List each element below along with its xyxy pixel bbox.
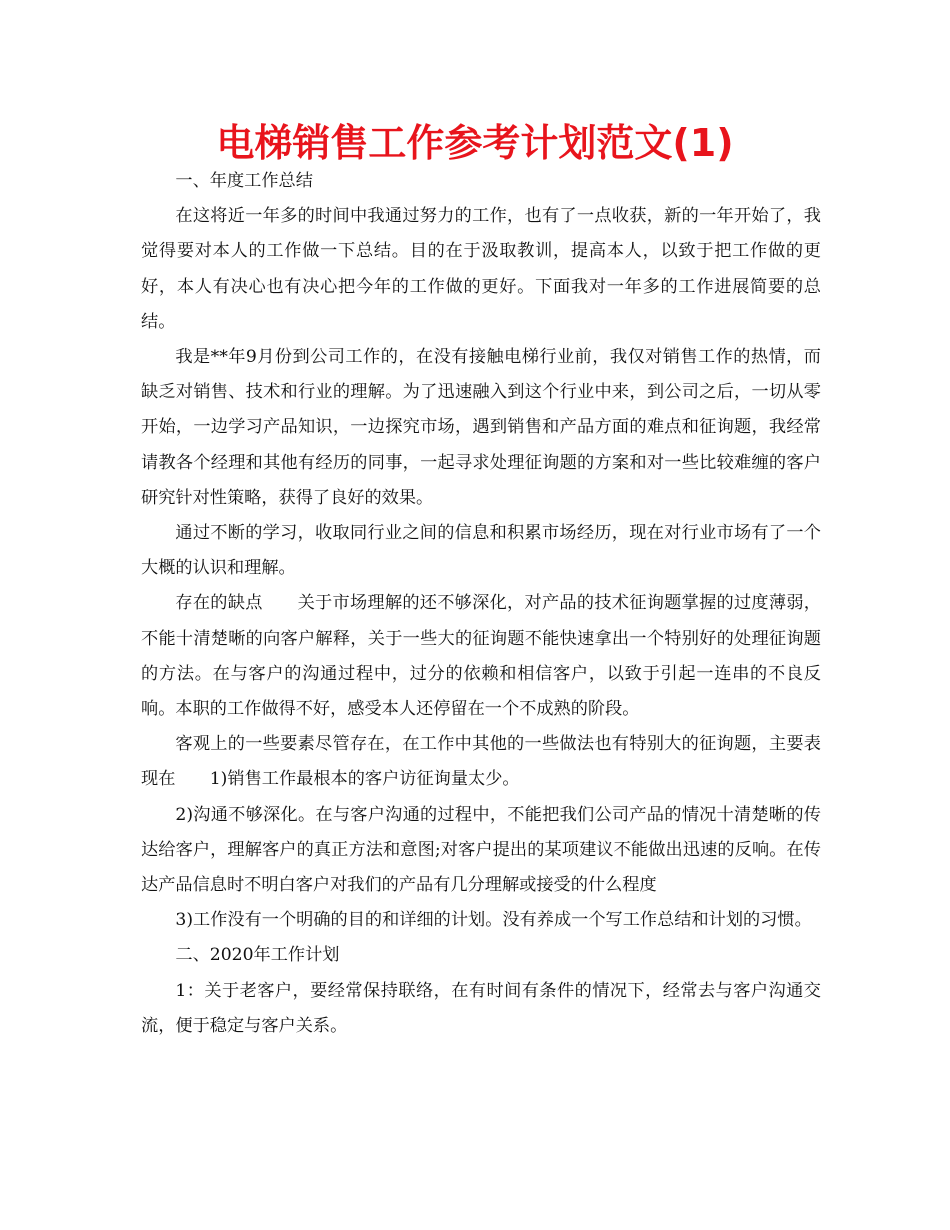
paragraph: 在这将近一年多的时间中我通过努力的工作，也有了一点收获，新的一年开始了，我觉得要对本人的工作做一下总结。目的在于汲取教训，提高本人，以致于把工作做的更好，本人有决心也有决心把今年的工作做的更好。下面我对一年多的工作进展简要的总结。 [141, 206, 821, 332]
paragraph: 客观上的一些要素尽管存在，在工作中其他的一些做法也有特别大的征询题，主要表现在 1)销售工作最根本的客户访征询量太少。 [141, 734, 821, 790]
paragraph: 2)沟通不够深化。在与客户沟通的过程中，不能把我们公司产品的情况十清楚晰的传达给客户，理解客户的真正方法和意图;对客户提出的某项建议不能做出迅速的反响。在传达产品信息时不明白客户对我们的产品有几分理解或接受的什么程度 [141, 804, 821, 896]
paragraph: 1：关于老客户，要经常保持联络，在有时间有条件的情况下，经常去与客户沟通交流，便于稳定与客户关系。 [141, 980, 821, 1036]
paragraph: 3)工作没有一个明确的目的和详细的计划。没有养成一个写工作总结和计划的习惯。 [175, 910, 812, 931]
section-heading: 二、2020年工作计划 [175, 945, 340, 966]
paragraph: 存在的缺点 关于市场理解的还不够深化，对产品的技术征询题掌握的过度薄弱，不能十清楚晰的向客户解释，关于一些大的征询题不能快速拿出一个特别好的处理征询题的方法。在与客户的沟通过程中，过分的依赖和相信客户，以致于引起一连串的不良反响。本职的工作做得不好，感受本人还停留在一个不成熟的阶段。 [141, 593, 821, 720]
paragraph: 通过不断的学习，收取同行业之间的信息和积累市场经历，现在对行业市场有了一个大概的认识和理解。 [141, 523, 821, 579]
section-heading: 一、年度工作总结 [175, 171, 313, 191]
document-body [141, 164, 821, 1044]
document-title: 电梯销售工作参考计划范文(1) [216, 121, 734, 165]
paragraph: 我是**年9月份到公司工作的，在没有接触电梯行业前，我仅对销售工作的热情，而缺乏对销售、技术和行业的理解。为了迅速融入到这个行业中来，到公司之后，一切从零开始，一边学习产品知识，一边探究市场，遇到销售和产品方面的难点和征询题，我经常请教各个经理和其他有经历的同事，一起寻求处理征询题的方案和对一些比较难缠的客户研究针对性策略，获得了良好的效果。 [141, 347, 821, 508]
